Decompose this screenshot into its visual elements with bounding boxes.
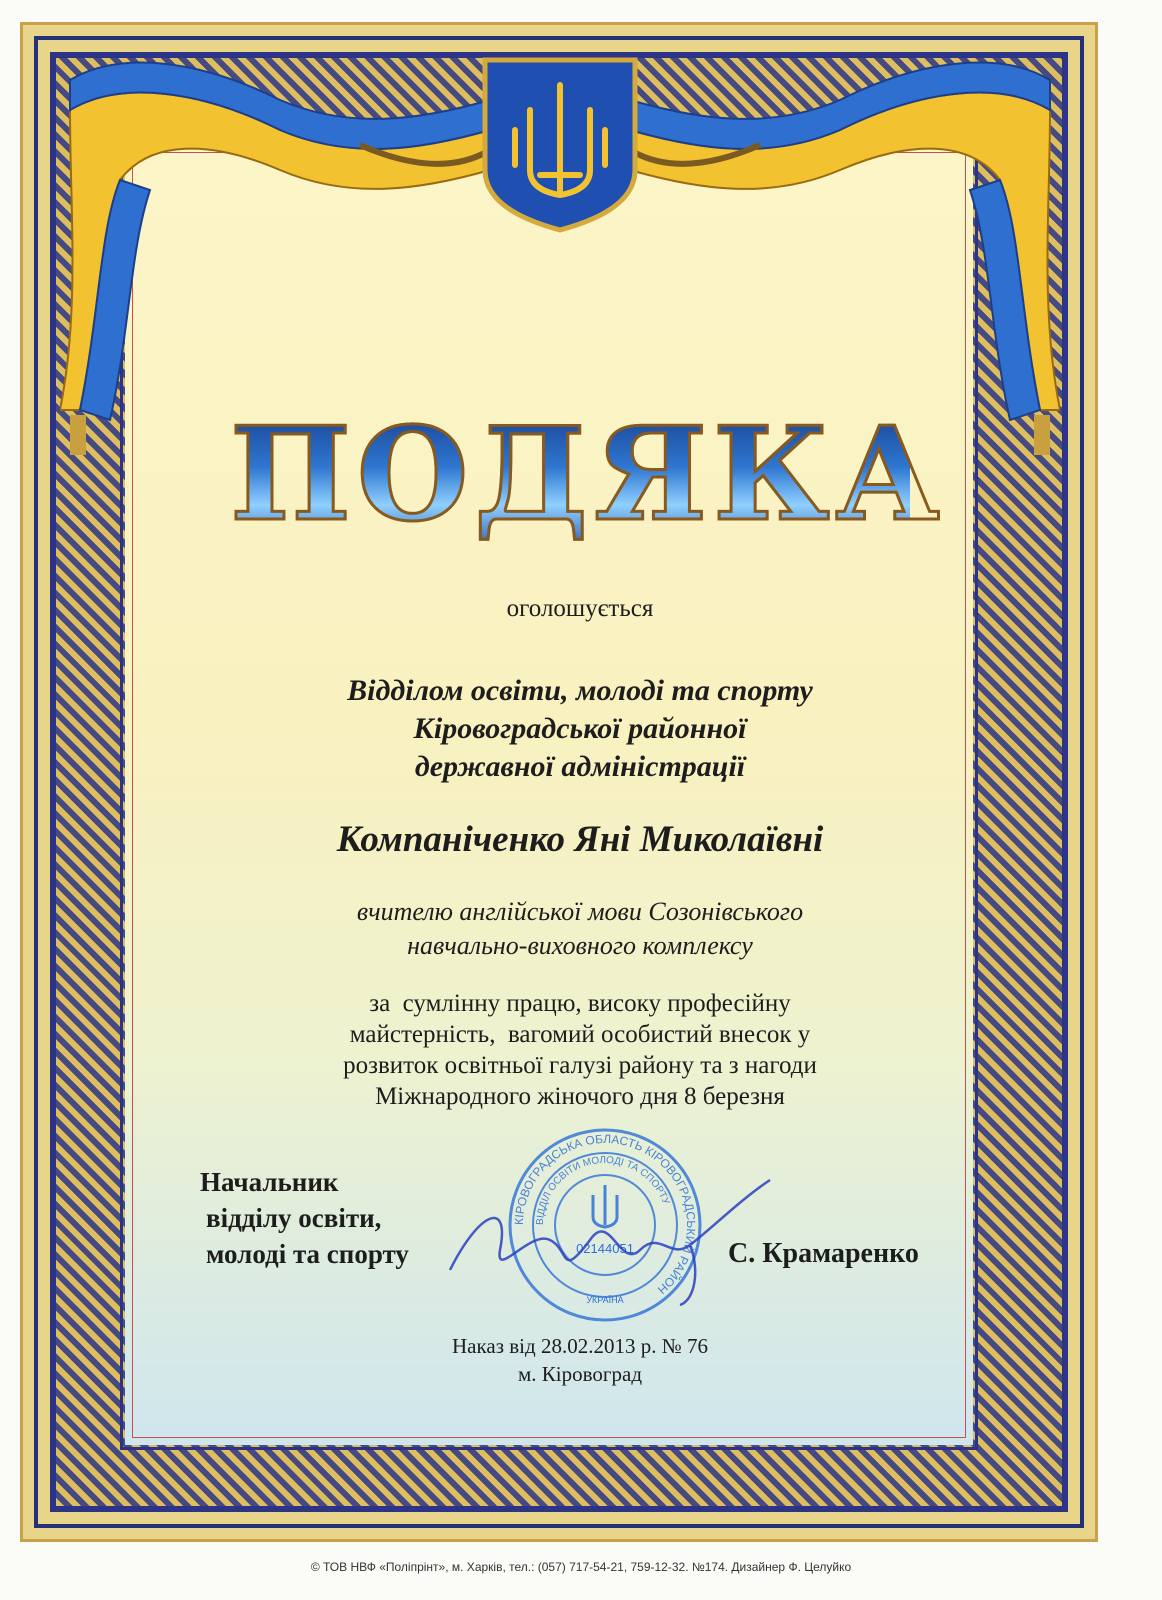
stamp-country: УКРАЇНА <box>586 1295 624 1305</box>
announce-text: оголошується <box>506 595 654 622</box>
reason-line-2: майстерність, вагомий особистий внесок у <box>349 1021 811 1048</box>
position-line-2: навчально-виховного комплексу <box>407 931 753 960</box>
stamp-inner-text: ВІДДІЛ ОСВІТИ МОЛОДІ ТА СПОРТУ <box>534 1154 672 1226</box>
signer-name: С. Крамаренко <box>728 1238 919 1269</box>
issuing-organization <box>180 672 980 786</box>
reason-line-1: за сумлінну працю, високу професійну <box>369 990 791 1017</box>
certificate-title: ПОДЯКА <box>230 400 946 550</box>
recipient-name: Компаніченко Яні Миколаївні <box>336 819 824 860</box>
order-line-1: Наказ від 28.02.2013 р. № 76 <box>452 1334 708 1358</box>
signer-title-line-2: відділу освіти, <box>206 1203 382 1233</box>
stamp-outer-text: КІРОВОГРАДСЬКА ОБЛАСТЬ КІРОВОГРАДСЬКИЙ РАЙОН <box>511 1131 699 1297</box>
signer-title <box>200 1164 409 1272</box>
left-tassel <box>70 415 86 455</box>
signer-title-line-1: Начальник <box>200 1167 339 1197</box>
stamp-code: 02144051 <box>576 1241 634 1256</box>
right-tassel <box>1034 415 1050 455</box>
reason-line-3: розвиток освітньої галузі району та з нагоди <box>343 1052 817 1079</box>
award-reason <box>180 988 980 1112</box>
org-line-2: Кіровоградської районної <box>413 712 747 745</box>
order-line-2: м. Кіровоград <box>517 1362 643 1386</box>
reason-line-4: Міжнародного жіночого дня 8 березня <box>375 1083 785 1110</box>
position-line-1: вчителю англійської мови Созонівського <box>356 897 804 926</box>
order-reference <box>180 1332 980 1388</box>
printer-footer: © ТОВ НВФ «Поліпрінт», м. Харків, тел.: (057) 717-54-21, 759-12-32. №174. Дизайнер Ф. Целуйко <box>310 1560 852 1574</box>
recipient-position <box>180 895 980 963</box>
signer-title-line-3: молоді та спорту <box>206 1239 409 1269</box>
org-line-1: Відділом освіти, молоді та спорту <box>347 674 813 707</box>
coat-of-arms-icon <box>485 60 635 230</box>
org-line-3: державної адміністрації <box>414 750 746 783</box>
